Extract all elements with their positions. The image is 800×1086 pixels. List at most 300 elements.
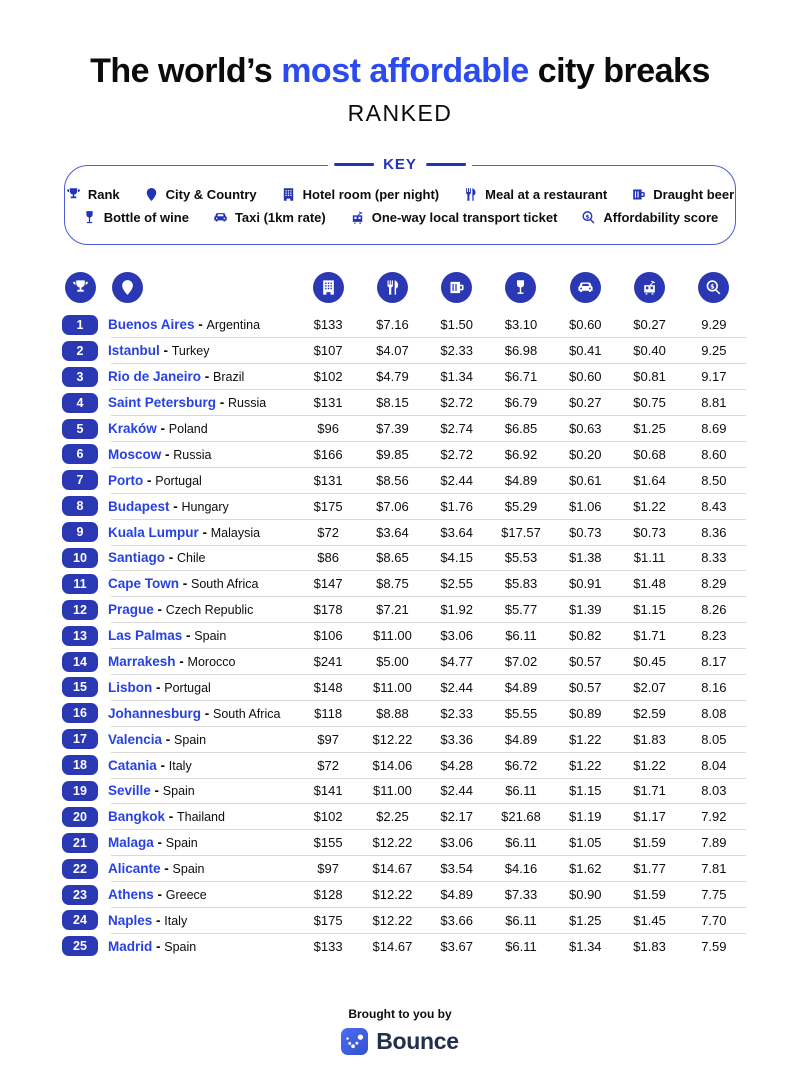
wine-price: $3.10 (504, 317, 538, 333)
beer-price: $3.06 (440, 835, 473, 851)
transport-price: $0.68 (633, 446, 666, 462)
city-name: Las Palmas (108, 628, 183, 644)
table-row (54, 856, 746, 882)
key-item-transport-ticket (350, 210, 558, 225)
restaurant-icon (384, 279, 401, 296)
table-row (54, 882, 746, 908)
taxi-price: $1.05 (569, 835, 602, 851)
key-label: KEY (328, 156, 472, 173)
city-country-dash: - (161, 446, 174, 462)
wine-price: $5.55 (504, 705, 538, 721)
hotel-price: $133 (313, 938, 343, 954)
key-row-1 (71, 187, 735, 202)
key-item-rank (66, 187, 120, 202)
city-country-dash: - (150, 783, 163, 799)
table-row (54, 830, 746, 856)
score-value: 8.60 (701, 446, 727, 462)
city-name: Santiago (108, 550, 166, 566)
meal-price: $3.64 (376, 524, 409, 540)
city-name: Catania (108, 757, 157, 773)
taxi-price: $1.39 (569, 602, 602, 618)
country-name: Russia (173, 447, 212, 462)
city-name: Malaga (108, 835, 154, 851)
meal-price: $12.22 (372, 887, 413, 903)
city-cell (106, 395, 296, 410)
score-value: 8.50 (701, 472, 727, 488)
country-name: Czech Republic (165, 603, 254, 618)
beer-price: $2.44 (440, 679, 473, 695)
wine-icon (82, 210, 97, 225)
hotel-icon (281, 187, 296, 202)
beer-price: $2.33 (440, 705, 473, 721)
beer-price: $3.36 (440, 731, 473, 747)
key-item-label: City & Country (165, 187, 257, 202)
column-header-hotel (313, 272, 344, 303)
city-cell (106, 369, 296, 384)
hotel-price: $86 (317, 550, 339, 566)
score-value: 8.04 (701, 757, 727, 773)
beer-price: $3.67 (440, 938, 473, 954)
table-body (54, 312, 746, 959)
hotel-price: $72 (317, 524, 339, 540)
city-cell (106, 861, 296, 876)
wine-price: $6.11 (505, 835, 537, 851)
city-name: Naples (108, 912, 153, 928)
title-prefix: The world’s (90, 52, 282, 90)
score-value: 8.08 (701, 705, 727, 721)
country-name: Italy (168, 758, 192, 773)
meal-price: $8.15 (376, 395, 409, 411)
city-name: Bangkok (108, 809, 166, 825)
title-suffix: city breaks (528, 52, 710, 90)
key-item-label: Bottle of wine (103, 210, 189, 225)
transport-price: $0.27 (633, 317, 666, 333)
transport-price: $0.40 (633, 343, 666, 359)
city-name: Marrakesh (108, 654, 176, 670)
taxi-price: $0.63 (569, 421, 602, 436)
taxi-price: $0.89 (569, 705, 602, 721)
transport-price: $1.71 (633, 628, 666, 644)
table-row (54, 649, 746, 675)
rank-badge: 3 (62, 367, 98, 387)
wine-price: $6.11 (505, 628, 537, 644)
key-item-label: Draught beer (653, 187, 735, 202)
taxi-price: $1.25 (569, 912, 602, 928)
city-name: Buenos Aires (108, 317, 195, 333)
rank-badge: 11 (62, 574, 98, 594)
table-row (54, 726, 746, 752)
country-name: Turkey (171, 344, 210, 359)
wine-price: $21.68 (501, 809, 541, 825)
score-value: 8.16 (701, 679, 727, 695)
meal-price: $12.22 (372, 731, 413, 747)
wine-price: $4.16 (504, 861, 538, 877)
hotel-price: $131 (313, 472, 343, 488)
beer-price: $2.74 (440, 421, 473, 436)
city-name: Lisbon (108, 679, 153, 695)
taxi-price: $1.06 (569, 498, 602, 514)
city-name: Madrid (108, 938, 153, 954)
rank-badge: 4 (62, 393, 98, 413)
beer-price: $2.44 (440, 783, 473, 799)
country-name: Chile (177, 551, 206, 566)
taxi-price: $0.27 (569, 395, 602, 411)
city-cell (106, 835, 296, 850)
transport-price: $2.59 (633, 705, 666, 721)
beer-price: $3.66 (440, 912, 473, 928)
wine-icon (512, 279, 529, 296)
score-value: 8.26 (701, 602, 727, 618)
score-value: 7.59 (701, 938, 727, 954)
wine-price: $17.57 (501, 524, 541, 540)
key-item-city-country (144, 187, 257, 202)
table-row (54, 623, 746, 649)
key-item-label: Hotel room (per night) (302, 187, 440, 202)
city-cell (106, 706, 296, 721)
wine-price: $7.33 (504, 887, 538, 903)
ranking-table (54, 272, 746, 959)
city-name: Porto (108, 472, 144, 488)
city-cell (106, 421, 296, 436)
table-row (54, 597, 746, 623)
table-row (54, 778, 746, 804)
score-value: 9.25 (701, 343, 727, 359)
city-cell (106, 343, 296, 358)
score-value: 8.69 (701, 421, 727, 436)
city-country-dash: - (143, 472, 156, 488)
transport-price: $1.11 (633, 550, 666, 566)
score-value: 8.29 (701, 576, 727, 592)
country-name: Argentina (206, 318, 261, 333)
country-name: Spain (194, 629, 227, 644)
taxi-price: $1.38 (569, 550, 602, 566)
key-item-meal (463, 187, 607, 202)
beer-price: $1.34 (440, 369, 473, 385)
city-name: Athens (108, 887, 154, 903)
meal-price: $11.00 (373, 628, 412, 644)
wine-price: $5.77 (504, 602, 538, 618)
footer-tagline: Brought to you by (348, 1007, 452, 1022)
brand-name: Bounce (376, 1028, 459, 1055)
score-value: 8.05 (701, 731, 727, 747)
wine-price: $6.85 (504, 421, 538, 436)
magnifier-icon (581, 210, 596, 225)
hotel-price: $175 (313, 912, 343, 928)
table-row (54, 752, 746, 778)
wine-price: $6.11 (505, 783, 537, 799)
rank-badge: 25 (62, 936, 98, 956)
beer-price: $4.77 (440, 654, 473, 670)
trophy-icon (66, 187, 81, 202)
city-name: Prague (108, 602, 154, 618)
taxi-price: $0.91 (569, 576, 602, 592)
hotel-price: $102 (313, 809, 343, 825)
city-country-dash: - (152, 679, 165, 695)
taxi-icon (577, 279, 594, 296)
rank-badge: 14 (62, 652, 98, 672)
column-header-meal (377, 272, 408, 303)
rank-badge: 15 (62, 677, 98, 697)
beer-price: $4.28 (440, 757, 473, 773)
country-name: Portugal (155, 473, 202, 488)
table-row (54, 364, 746, 390)
taxi-price: $1.34 (569, 938, 602, 954)
meal-price: $14.06 (372, 757, 413, 773)
column-header-city (112, 272, 143, 303)
meal-price: $7.39 (376, 421, 409, 436)
taxi-price: $0.60 (569, 317, 602, 333)
score-value: 7.92 (701, 809, 727, 825)
meal-price: $2.25 (376, 809, 409, 825)
rank-badge: 12 (62, 600, 98, 620)
country-name: Brazil (213, 370, 245, 385)
key-row-2 (71, 210, 729, 225)
wine-price: $6.71 (504, 369, 538, 385)
city-name: Seville (108, 783, 151, 799)
column-header-transport (634, 272, 665, 303)
rank-badge: 2 (62, 341, 98, 361)
score-value: 7.89 (701, 835, 727, 851)
key-item-affordability-score (581, 210, 718, 225)
city-name: Valencia (108, 731, 163, 747)
column-header-beer (441, 272, 472, 303)
taxi-price: $0.60 (569, 369, 602, 385)
key-legend (64, 156, 736, 245)
meal-price: $9.85 (376, 446, 409, 462)
hotel-icon (320, 279, 337, 296)
transport-price: $1.22 (633, 757, 666, 773)
table-row (54, 700, 746, 726)
transport-price: $1.25 (633, 421, 666, 436)
transport-price: $1.45 (633, 912, 666, 928)
score-value: 7.70 (701, 912, 727, 928)
footer (0, 1007, 800, 1055)
rank-badge: 8 (62, 496, 98, 516)
table-row (54, 493, 746, 519)
meal-price: $14.67 (372, 861, 413, 877)
city-country-dash: - (153, 835, 166, 851)
score-value: 7.81 (701, 861, 727, 877)
beer-price: $2.55 (440, 576, 473, 592)
beer-price: $2.72 (440, 395, 473, 411)
meal-price: $14.67 (372, 938, 413, 954)
country-name: Spain (172, 862, 205, 877)
rank-badge: 13 (62, 626, 98, 646)
wine-price: $4.89 (504, 731, 538, 747)
city-country-dash: - (169, 498, 182, 514)
table-row (54, 467, 746, 493)
key-item-label: Affordability score (603, 210, 719, 225)
table-row (54, 907, 746, 933)
score-value: 9.29 (701, 317, 727, 333)
hotel-price: $241 (313, 654, 343, 670)
country-name: Malaysia (210, 525, 261, 540)
beer-icon (631, 187, 646, 202)
taxi-price: $1.22 (569, 731, 602, 747)
taxi-price: $0.73 (569, 524, 602, 540)
beer-price: $1.92 (440, 602, 473, 618)
score-value: 8.43 (701, 498, 727, 514)
city-name: Moscow (108, 446, 162, 462)
hotel-price: $97 (317, 731, 339, 747)
taxi-price: $1.62 (569, 861, 602, 877)
city-country-dash: - (156, 421, 169, 436)
tram-icon (350, 210, 365, 225)
rank-badge: 1 (62, 315, 98, 335)
city-country-dash: - (165, 809, 178, 825)
city-country-dash: - (165, 550, 178, 566)
meal-price: $8.88 (376, 705, 409, 721)
city-country-dash: - (162, 731, 175, 747)
table-row (54, 390, 746, 416)
score-value: 8.17 (701, 654, 727, 670)
pin-icon (144, 187, 159, 202)
beer-price: $3.06 (440, 628, 473, 644)
city-country-dash: - (160, 861, 173, 877)
transport-price: $0.73 (633, 524, 666, 540)
transport-price: $1.59 (633, 835, 666, 851)
rank-badge: 5 (62, 419, 98, 439)
city-country-dash: - (152, 912, 165, 928)
meal-price: $11.00 (373, 783, 412, 799)
transport-price: $0.81 (633, 369, 666, 385)
city-cell (106, 317, 296, 332)
city-name: Alicante (108, 861, 161, 877)
city-country-dash: - (179, 576, 192, 592)
transport-price: $1.64 (633, 472, 666, 488)
score-value: 8.23 (701, 628, 727, 644)
country-name: Spain (162, 784, 195, 799)
beer-price: $2.44 (440, 472, 473, 488)
taxi-icon (213, 210, 228, 225)
wine-price: $6.79 (504, 395, 538, 411)
transport-price: $1.48 (633, 576, 666, 592)
transport-price: $2.07 (633, 679, 666, 695)
taxi-price: $0.20 (569, 446, 602, 462)
country-name: Thailand (177, 810, 225, 825)
column-header-score (698, 272, 729, 303)
pin-icon (119, 279, 136, 296)
meal-price: $5.00 (376, 654, 409, 670)
key-item-label: One-way local transport ticket (371, 210, 558, 225)
table-row (54, 519, 746, 545)
key-item-taxi (213, 210, 326, 225)
beer-price: $4.89 (440, 887, 473, 903)
key-item-label: Taxi (1km rate) (234, 210, 326, 225)
table-row (54, 416, 746, 442)
meal-price: $8.65 (376, 550, 409, 566)
city-country-dash: - (201, 369, 214, 385)
magnifier-icon (705, 279, 722, 296)
transport-price: $1.15 (633, 602, 666, 618)
meal-price: $12.22 (372, 835, 413, 851)
country-name: Italy (164, 913, 188, 928)
trophy-icon (72, 279, 89, 296)
rank-badge: 24 (62, 910, 98, 930)
city-cell (106, 525, 296, 540)
city-cell (106, 576, 296, 591)
rank-badge: 6 (62, 444, 98, 464)
transport-price: $1.22 (633, 498, 666, 514)
rank-badge: 18 (62, 755, 98, 775)
city-cell (106, 447, 296, 462)
score-value: 8.33 (701, 550, 727, 566)
wine-price: $6.92 (504, 446, 538, 462)
beer-price: $3.64 (440, 524, 473, 540)
column-header-rank (65, 272, 96, 303)
meal-price: $12.22 (372, 912, 413, 928)
column-header-wine (505, 272, 536, 303)
city-cell (106, 654, 296, 669)
taxi-price: $0.61 (569, 472, 602, 488)
key-item-bottle-of-wine (82, 210, 189, 225)
city-cell (106, 499, 296, 514)
country-name: Russia (228, 396, 267, 411)
rank-badge: 9 (62, 522, 98, 542)
wine-price: $6.72 (504, 757, 538, 773)
transport-price: $1.71 (633, 783, 666, 799)
hotel-price: $96 (317, 421, 339, 436)
table-row (54, 804, 746, 830)
hotel-price: $166 (313, 446, 343, 462)
transport-price: $1.17 (633, 809, 666, 825)
city-country-dash: - (182, 628, 195, 644)
score-value: 8.81 (701, 395, 727, 411)
hotel-price: $97 (317, 861, 339, 877)
key-item-label: Rank (87, 187, 120, 202)
hotel-price: $141 (313, 783, 343, 799)
rank-badge: 19 (62, 781, 98, 801)
taxi-price: $1.19 (569, 809, 602, 825)
city-country-dash: - (201, 705, 214, 721)
country-name: Morocco (187, 655, 236, 670)
city-cell (106, 887, 296, 902)
meal-price: $7.16 (376, 317, 409, 333)
taxi-price: $1.15 (569, 783, 602, 799)
transport-price: $1.77 (633, 861, 666, 877)
restaurant-icon (463, 187, 478, 202)
city-country-dash: - (194, 317, 207, 333)
city-name: Cape Town (108, 576, 180, 592)
hotel-price: $106 (313, 628, 343, 644)
rank-badge: 23 (62, 885, 98, 905)
taxi-price: $0.90 (569, 887, 602, 903)
meal-price: $11.00 (373, 679, 412, 695)
rank-badge: 10 (62, 548, 98, 568)
taxi-price: $0.57 (569, 679, 602, 695)
city-name: Istanbul (108, 343, 160, 359)
taxi-price: $1.22 (569, 757, 602, 773)
hotel-price: $133 (313, 317, 343, 333)
table-row (54, 338, 746, 364)
transport-price: $1.83 (633, 731, 666, 747)
city-name: Budapest (108, 498, 170, 514)
taxi-price: $0.57 (569, 654, 602, 670)
beer-icon (448, 279, 465, 296)
hotel-price: $148 (313, 679, 343, 695)
meal-price: $7.21 (376, 602, 409, 618)
score-value: 9.17 (701, 369, 727, 385)
city-country-dash: - (152, 938, 165, 954)
country-name: Spain (165, 836, 198, 851)
meal-price: $8.75 (376, 576, 409, 592)
rank-badge: 22 (62, 859, 98, 879)
beer-price: $2.17 (440, 809, 473, 825)
wine-price: $6.11 (505, 938, 537, 954)
bounce-logo-icon (341, 1028, 368, 1055)
hotel-price: $131 (313, 395, 343, 411)
city-name: Saint Petersburg (108, 395, 217, 411)
